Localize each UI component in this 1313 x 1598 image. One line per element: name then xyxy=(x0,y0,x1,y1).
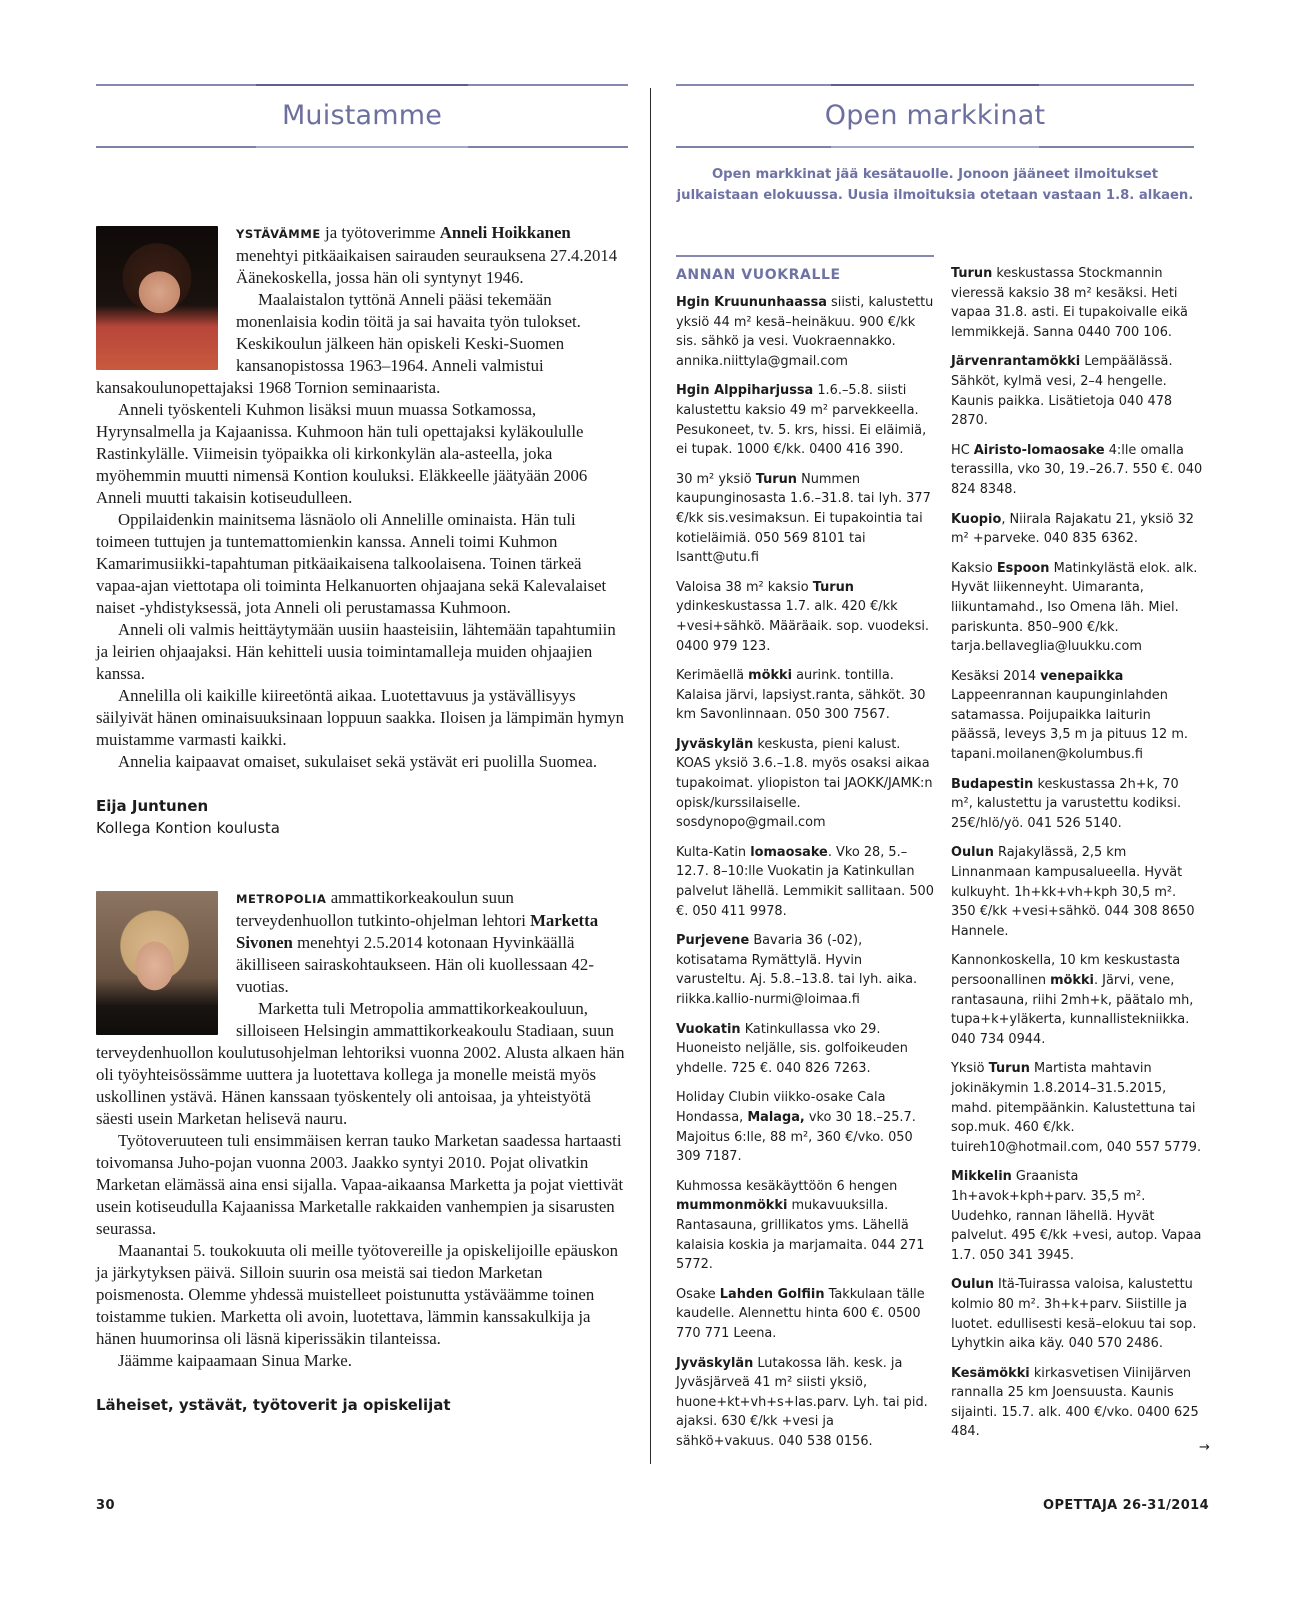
obituaries-column xyxy=(96,84,628,1416)
classified-ad: Kesämökki kirkasvetisen Viinijärven rannalla 25 km Joensuusta. Kaunis sijainti. 15.7. alk. 400 €/vko. 0400 625 484. xyxy=(951,1365,1199,1440)
deceased-name: Marketta Sivonen xyxy=(236,911,599,952)
obituary-paragraph: Työtoveruuteen tuli ensimmäisen kerran tauko Marketan saadessa hartaasti toivomansa Juho-pojan vuonna 2003. Jaakko syntyi 2010. Pojat olivatkin Marketan elämässä aina ensi sijalla. Vapaa-aikaansa Marketta ja pojat viettivät usein kotiseudulla Kajaanissa Marketalle rakkaiden vanhempien ja sisarusten seurassa. xyxy=(96,1131,624,1238)
classified-ad: Oulun Rajakylässä, 2,5 km Linnanmaan kampusalueella. Hyvät kulkuyht. 1h+kk+vh+kph 30,5 m². 350 €/kk +vesi+sähkö. 044 308 8650 Hannele. xyxy=(951,845,1195,939)
obituary-lead: YSTÄVÄMME ja työtoverimme Anneli Hoikkanen menehtyi pitkäaikaisen sairauden seurauksena 27.4.2014 Äänekoskella, jossa hän oli syntynyt 1946. xyxy=(236,223,618,287)
classifieds-list-col1 xyxy=(676,255,934,1461)
classified-ad: Vuokatin Katinkullassa vko 29. Huoneisto neljälle, sis. golfoikeuden yhdelle. 725 €. 040 826 7263. xyxy=(676,1021,908,1076)
obituary-anneli-hoikkanen xyxy=(96,222,628,839)
obituary-signature xyxy=(96,795,628,839)
classified-ad: Jyväskylän Lutakossa läh. kesk. ja Jyväsjärveä 41 m² siisti yksiö, huone+kt+vh+s+las.parv. Lyh. tai pid. ajaksi. 630 €/kk +vesi ja sähkö+vakuus. 040 538 0156. xyxy=(676,1355,928,1449)
publication-issue: OPETTAJA 26-31/2014 xyxy=(1043,1498,1210,1513)
section-title: Muistamme xyxy=(281,100,443,131)
signature-role: Kollega Kontion koulusta xyxy=(96,819,280,837)
obituary-lead: METROPOLIA ammattikorkeakoulun suun terveydenhuollon tutkinto-ohjelman lehtori Marketta Sivonen menehtyi 2.5.2014 kotonaan Hyvinkäällä äkilliseen sairaskohtaukseen. Hän oli kuollessaan 42-vuotias. xyxy=(236,888,599,996)
classified-ad: Hgin Alppiharjussa 1.6.–5.8. siisti kalustettu kaksio 49 m² parvekkeella. Pesukoneet, tv. 5. krs, hissi. Ei eläimiä, ei tupak. 1000 €/kk. 0400 416 390. xyxy=(676,383,927,458)
obituary-paragraph: Jäämme kaipaamaan Sinua Marke. xyxy=(118,1351,352,1370)
classifieds-column xyxy=(676,84,1194,206)
category-heading: ANNAN VUOKRALLE xyxy=(676,267,841,283)
obituary-paragraph: Maanantai 5. toukokuuta oli meille työtovereille ja opiskelijoille epäuskon ja järkytyksen päivä. Silloin suurin osa meistä sai tiedon Marketan poismenosta. Olemme yhdessä muistelleet poistunutta ystäväämme toinen toistamme tukien. Marketta oli avoin, luotettava, lämmin kanssakulkija ja hänen huumorinsa oli läsnä kiperissäkin tilanteissa. xyxy=(96,1241,619,1348)
classified-ad: Kaksio Espoon Matinkylästä elok. alk. Hyvät liikenneyht. Uimaranta, liikuntamahd., Iso Omena läh. Miel. pariskunta. 850–900 €/kk. tarja.bellaveglia@luukku.com xyxy=(951,560,1198,655)
signature-name: Läheiset, ystävät, työtoverit ja opiskelijat xyxy=(96,1396,451,1414)
obituary-signature xyxy=(96,1394,628,1416)
obituary-paragraph: Annelilla oli kaikille kiireetöntä aikaa. Luotettavuus ja ystävällisyys säilyivät hänen ominaisuuksinaan loppuun saakka. Iloisen ja lämpimän hymyn muistamme varmasti kaikki. xyxy=(96,686,625,749)
obituary-paragraph: Oppilaidenkin mainitsema läsnäolo oli Annelille ominaista. Hän tuli toimeen tuttujen ja tuntemattomienkin kanssa. Anneli toimi Kuhmon Kamarimusiikki-tapahtuman pitkäaikaisena talkoolaisena. Toinen tärkeä vapaa-ajan viettotapa oli toiminta Helkanuorten ohjaajana sekä Kalevalaiset naiset -yhdistyksessä, jota Anneli oli perustamassa Kuhmoon. xyxy=(96,510,607,617)
classified-ad: HC Airisto-lomaosake 4:lle omalla terassilla, vko 30, 19.–26.7. 550 €. 040 824 8348. xyxy=(951,442,1203,497)
classified-ad: Mikkelin Graanista 1h+avok+kph+parv. 35,5 m². Uudehko, rannan lähellä. Hyvät palvelut. 495 €/kk +vesi, autop. Vapaa 1.7. 050 341 3945. xyxy=(951,1169,1202,1263)
continue-arrow-icon: → xyxy=(1199,1440,1210,1455)
signature-name: Eija Juntunen xyxy=(96,797,209,815)
classified-ad: Yksiö Turun Martista mahtavin jokinäkymin 1.8.2014–31.5.2015, mahd. pitempäänkin. Kalustettuna tai sop.muk. 460 €/kk. tuireh10@hotmail.com, 040 557 5779. xyxy=(951,1061,1202,1155)
section-title: Open markkinat xyxy=(824,100,1046,131)
lead-caps: YSTÄVÄMME xyxy=(236,227,321,241)
classified-ad: Osake Lahden Golfiin Takkulaan tälle kaudelle. Alennettu hinta 600 €. 0500 770 771 Leena. xyxy=(676,1286,925,1341)
classified-ad: Jyväskylän keskusta, pieni kalust. KOAS yksiö 3.6.–1.8. myös osaksi aikaa tupakoimat. yliopiston tai JAOKK/JAMK:n opisk/kurssilaiselle. sosdynopo@gmail.com xyxy=(676,736,933,831)
classified-ad: Budapestin keskustassa 2h+k, 70 m², kalustettu ja varustettu kodiksi. 25€/hlö/yö. 041 526 5140. xyxy=(951,776,1182,831)
classified-ad: Turun keskustassa Stockmannin vieressä kaksio 38 m² kesäksi. Heti vapaa 31.8. asti. Ei tupakoivalle eikä lemmikkejä. Sanna 0440 700 106. xyxy=(951,266,1188,340)
obituary-paragraph: Marketta tuli Metropolia ammattikorkeakouluun, silloiseen Helsingin ammattikorkeakoulu Stadiaan, suun terveydenhuollon koulutusohjelman lehtoriksi vuonna 2002. Alusta alkaen hän oli työyhteisössämme uuttera ja luotettava kollega ja monelle meistä myös uskollinen ystävä. Hänen kanssaan työskentely oli antoisaa, ja yhteistyötä säesti usein Marketan helisevä nauru. xyxy=(96,999,625,1128)
obituary-paragraph: Maalaistalon tyttönä Anneli pääsi tekemään monenlaisia kodin töitä ja sai havaita työn tulokset. Keskikoulun jälkeen hän opiskeli Keski-Suomen kansanopistossa 1963–1964. Anneli valmistui kansakoulunopettajaksi 1968 Tornion seminaarista. xyxy=(96,290,581,397)
deceased-name: Anneli Hoikkanen xyxy=(439,223,571,242)
classified-ad: Oulun Itä-Tuirassa valoisa, kalustettu kolmio 80 m². 3h+k+parv. Siistille ja luotet. edullisesti kesä–elokuu tai sop. Lyhytkin aika käy. 040 570 2486. xyxy=(951,1277,1197,1352)
classified-ad: Kuhmossa kesäkäyttöön 6 hengen mummonmökki mukavuuksilla. Rantasauna, grillikatos yms. Lähellä kalaisia koskia ja marjamaita. 044 271 5772. xyxy=(676,1178,925,1273)
portrait-photo xyxy=(96,226,218,370)
classified-ad: Kerimäellä mökki aurink. tontilla. Kalaisa järvi, lapsiyst.ranta, sähköt. 30 km Savonlinnaan. 050 300 7567. xyxy=(676,668,926,723)
classified-ad: Kesäksi 2014 venepaikka Lappeenrannan kaupunginlahden satamassa. Poijupaikka laiturin päässä, leveys 3,5 m ja pituus 12 m. tapani.moilanen@kolumbus.fi xyxy=(951,668,1188,763)
classified-ad: Valoisa 38 m² kaksio Turun ydinkeskustassa 1.7. alk. 420 €/kk +vesi+sähkö. Määräaik. sop. vuodeksi. 0400 979 123. xyxy=(676,579,930,654)
classified-ad: Kuopio, Niirala Rajakatu 21, yksiö 32 m² +parveke. 040 835 6362. xyxy=(951,511,1194,547)
classified-ad: Kulta-Katin lomaosake. Vko 28, 5.–12.7. 8–10:lle Vuokatin ja Katinkullan palvelut lähellä. Lemmikit sallitaan. 500 €. 050 411 9978. xyxy=(676,844,934,919)
classified-ad: Kannonkoskella, 10 km keskustasta persoonallinen mökki. Järvi, vene, rantasauna, riihi 2mh+k, päätalo mh, tupa+k+yläkerta, kunnallistekniikka. 040 734 0944. xyxy=(951,953,1194,1047)
section-header-muistamme xyxy=(96,84,628,148)
obituary-paragraph: Anneli työskenteli Kuhmon lisäksi muun muassa Sotkamossa, Hyrynsalmella ja Kajaanissa. Kuhmoon hän tuli opettajaksi kyläkoululle Rastinkylälle. Viimeisin työpaikka oli kirkonkylän ala-asteella, joka myöhemmin muutti nimensä Kontion kouluksi. Eläkkeelle jäätyään 2006 Anneli muutti takaisin kotiseudulleen. xyxy=(96,400,588,507)
portrait-photo xyxy=(96,891,218,1035)
classified-ad: Hgin Kruununhaassa siisti, kalustettu yksiö 44 m² kesä–heinäkuu. 900 €/kk sis. sähkö ja vesi. Vuokraennakko. annika.niittyla@gmail.com xyxy=(676,295,934,369)
lead-caps: METROPOLIA xyxy=(236,892,327,906)
classified-ad: Purjevene Bavaria 36 (-02), kotisatama Rymättylä. Hyvin varusteltu. Aj. 5.8.–13.8. tai lyh. aika. riikka.kallio-nurmi@loimaa.fi xyxy=(676,933,918,1007)
column-divider xyxy=(650,88,651,1464)
classifieds-intro: Open markkinat jää kesätauolle. Jonoon jääneet ilmoitukset julkaistaan elokuussa. Uusia ilmoituksia otetaan vastaan 1.8. alkaen. xyxy=(676,167,1194,203)
classified-ad: 30 m² yksiö Turun Nummen kaupunginosasta 1.6.–31.8. tai lyh. 377 €/kk sis.vesimaksun. Ei tupakointia tai kotieläimiä. 050 569 8101 tai lsantt@utu.fi xyxy=(676,471,931,566)
obituary-paragraph: Annelia kaipaavat omaiset, sukulaiset sekä ystävät eri puolilla Suomea. xyxy=(118,752,598,771)
section-header-open-markkinat xyxy=(676,84,1194,148)
classified-ad: Holiday Clubin viikko-osake Cala Hondassa, Malaga, vko 30 18.–25.7. Majoitus 6:lle, 88 m², 360 €/vko. 050 309 7187. xyxy=(676,1090,916,1165)
page-number: 30 xyxy=(96,1498,115,1513)
obituary-marketta-sivonen xyxy=(96,887,628,1416)
classifieds-list-col2 xyxy=(951,264,1203,1452)
obituary-paragraph: Anneli oli valmis heittäytymään uusiin haasteisiin, lähtemään tapahtumiin ja leirien ohjaajaksi. Hän kehitteli uusia toimintamalleja muiden ohjaajien kanssa. xyxy=(96,620,616,683)
classified-ad: Järvenrantamökki Lempäälässä. Sähköt, kylmä vesi, 2–4 hengelle. Kaunis paikka. Lisätietoja 040 478 2870. xyxy=(951,354,1173,429)
